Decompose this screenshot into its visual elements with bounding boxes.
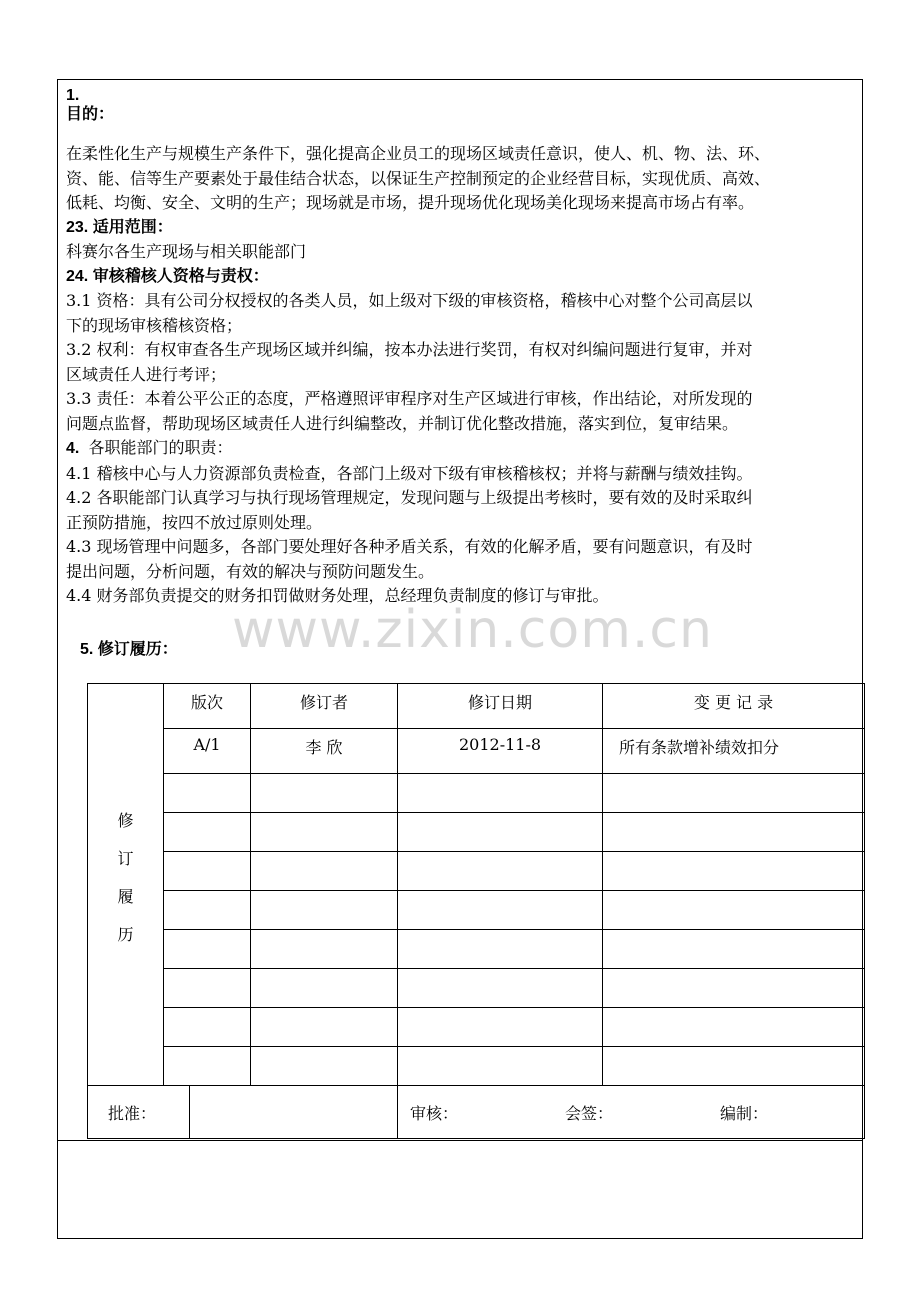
watermark: www.zixin.com.cn bbox=[232, 600, 713, 660]
side-label-char: 履 bbox=[117, 887, 134, 906]
side-label-char: 修 bbox=[117, 811, 134, 830]
empty-cell bbox=[398, 852, 603, 891]
section-5-title: 5. 修订履历： bbox=[80, 641, 178, 658]
empty-cell bbox=[251, 1008, 398, 1047]
empty-cell bbox=[398, 1047, 603, 1086]
empty-cell bbox=[398, 1008, 603, 1047]
empty-cell bbox=[603, 774, 865, 813]
section-3-line: 3.2 权利：有权审查各生产现场区域并纠编，按本办法进行奖罚，有权对纠编问题进行复审，并对 bbox=[66, 340, 753, 359]
section-4-line: 4.2 各职能部门认真学习与执行现场管理规定，发现问题与上级提出考核时，要有效的及时采取纠 bbox=[66, 488, 753, 507]
empty-cell bbox=[603, 852, 865, 891]
empty-cell bbox=[603, 813, 865, 852]
document-body bbox=[66, 88, 856, 609]
section-1-line: 在柔性化生产与规模生产条件下，强化提高企业员工的现场区域责任意识，使人、机、物、法、环、 bbox=[66, 144, 771, 163]
empty-cell bbox=[164, 969, 251, 1008]
empty-cell bbox=[251, 852, 398, 891]
empty-cell bbox=[164, 774, 251, 813]
empty-cell bbox=[398, 930, 603, 969]
table-row bbox=[88, 729, 865, 774]
section-2-body: 科赛尔各生产现场与相关职能部门 bbox=[66, 242, 307, 261]
table-row bbox=[88, 891, 865, 930]
empty-cell bbox=[251, 813, 398, 852]
signatures-cell bbox=[398, 1086, 865, 1139]
header-change-record: 变 更 记 录 bbox=[603, 684, 865, 729]
side-label-char: 历 bbox=[117, 925, 134, 944]
empty-cell bbox=[251, 774, 398, 813]
section-1-number: 1. bbox=[66, 87, 80, 104]
cell-version: A/1 bbox=[164, 729, 251, 774]
section-4-line: 4.1 稽核中心与人力资源部负责检查，各部门上级对下级有审核稽核权；并将与薪酬与绩效挂钩。 bbox=[66, 463, 753, 483]
empty-cell bbox=[603, 1047, 865, 1086]
empty-cell bbox=[398, 969, 603, 1008]
table-row bbox=[88, 930, 865, 969]
empty-cell bbox=[398, 774, 603, 813]
empty-cell bbox=[398, 891, 603, 930]
cell-change-record: 所有条款增补绩效扣分 bbox=[603, 729, 865, 774]
section-4-line: 正预防措施，按四不放过原则处理。 bbox=[66, 512, 323, 532]
section-4-line: 4.3 现场管理中问题多，各部门要处理好各种矛盾关系，有效的化解矛盾，要有问题意识，有及时 bbox=[66, 537, 753, 556]
bottom-divider bbox=[57, 1140, 863, 1141]
empty-cell bbox=[251, 891, 398, 930]
side-label-char: 订 bbox=[117, 849, 134, 868]
section-3-line: 3.3 责任：本着公平公正的态度，严格遵照评审程序对生产区域进行审核，作出结论，对所发现的 bbox=[66, 389, 753, 408]
section-2-title: 23. 适用范围： bbox=[66, 218, 173, 236]
section-3-line: 下的现场审核稽核资格； bbox=[66, 315, 243, 335]
table-row bbox=[88, 969, 865, 1008]
table-row bbox=[88, 813, 865, 852]
empty-cell bbox=[603, 1008, 865, 1047]
table-row bbox=[88, 1047, 865, 1086]
empty-cell bbox=[164, 891, 251, 930]
section-4-number: 4. bbox=[66, 440, 80, 457]
empty-cell bbox=[164, 852, 251, 891]
table-row bbox=[88, 774, 865, 813]
empty-cell bbox=[251, 930, 398, 969]
compile-label: 编制： bbox=[719, 1103, 768, 1123]
empty-cell bbox=[251, 1047, 398, 1086]
header-date: 修订日期 bbox=[398, 684, 603, 729]
section-4-title-text: 各职能部门的职责： bbox=[88, 438, 233, 457]
approval-row bbox=[88, 1086, 865, 1139]
section-4-line: 提出问题，分析问题，有效的解决与预防问题发生。 bbox=[66, 561, 435, 581]
section-4-line: 4.4 财务部负责提交的财务扣罚做财务处理，总经理负责制度的修订与审批。 bbox=[66, 586, 609, 605]
empty-cell bbox=[164, 930, 251, 969]
empty-cell bbox=[603, 969, 865, 1008]
section-3-line: 问题点监督，帮助现场区域责任人进行纠编整改，并制订优化整改措施，落实到位，复审结果。 bbox=[66, 413, 739, 433]
table-row bbox=[88, 852, 865, 891]
cell-reviser: 李 欣 bbox=[251, 729, 398, 774]
approve-value-cell bbox=[190, 1086, 398, 1139]
section-1-title: 目的： bbox=[66, 106, 115, 123]
revision-history-table bbox=[87, 683, 865, 1139]
empty-cell bbox=[398, 813, 603, 852]
countersign-label: 会签： bbox=[565, 1103, 614, 1123]
section-1-line: 低耗、均衡、安全、文明的生产；现场就是市场，提升现场优化现场美化现场来提高市场占有率。 bbox=[66, 193, 755, 212]
empty-cell bbox=[603, 930, 865, 969]
empty-cell bbox=[164, 1047, 251, 1086]
table-row bbox=[88, 1008, 865, 1047]
table-header-row bbox=[88, 684, 865, 729]
review-label: 审核： bbox=[410, 1103, 459, 1123]
approve-label: 批准： bbox=[88, 1086, 190, 1139]
header-version: 版次 bbox=[164, 684, 251, 729]
empty-cell bbox=[603, 891, 865, 930]
section-3-title: 24. 审核稽核人资格与责权： bbox=[66, 267, 269, 285]
empty-cell bbox=[251, 969, 398, 1008]
cell-date: 2012-11-8 bbox=[398, 729, 603, 774]
section-3-line: 区域责任人进行考评； bbox=[66, 364, 227, 384]
section-1-line: 资、能、信等生产要素处于最佳结合状态，以保证生产控制预定的企业经营目标，实现优质、高效、 bbox=[66, 168, 771, 188]
section-4-title bbox=[66, 436, 856, 462]
side-label-cell bbox=[88, 684, 164, 1086]
empty-cell bbox=[164, 1008, 251, 1047]
section-3-line: 3.1 资格：具有公司分权授权的各类人员，如上级对下级的审核资格，稽核中心对整个公司高层以 bbox=[66, 291, 753, 310]
empty-cell bbox=[164, 813, 251, 852]
header-reviser: 修订者 bbox=[251, 684, 398, 729]
